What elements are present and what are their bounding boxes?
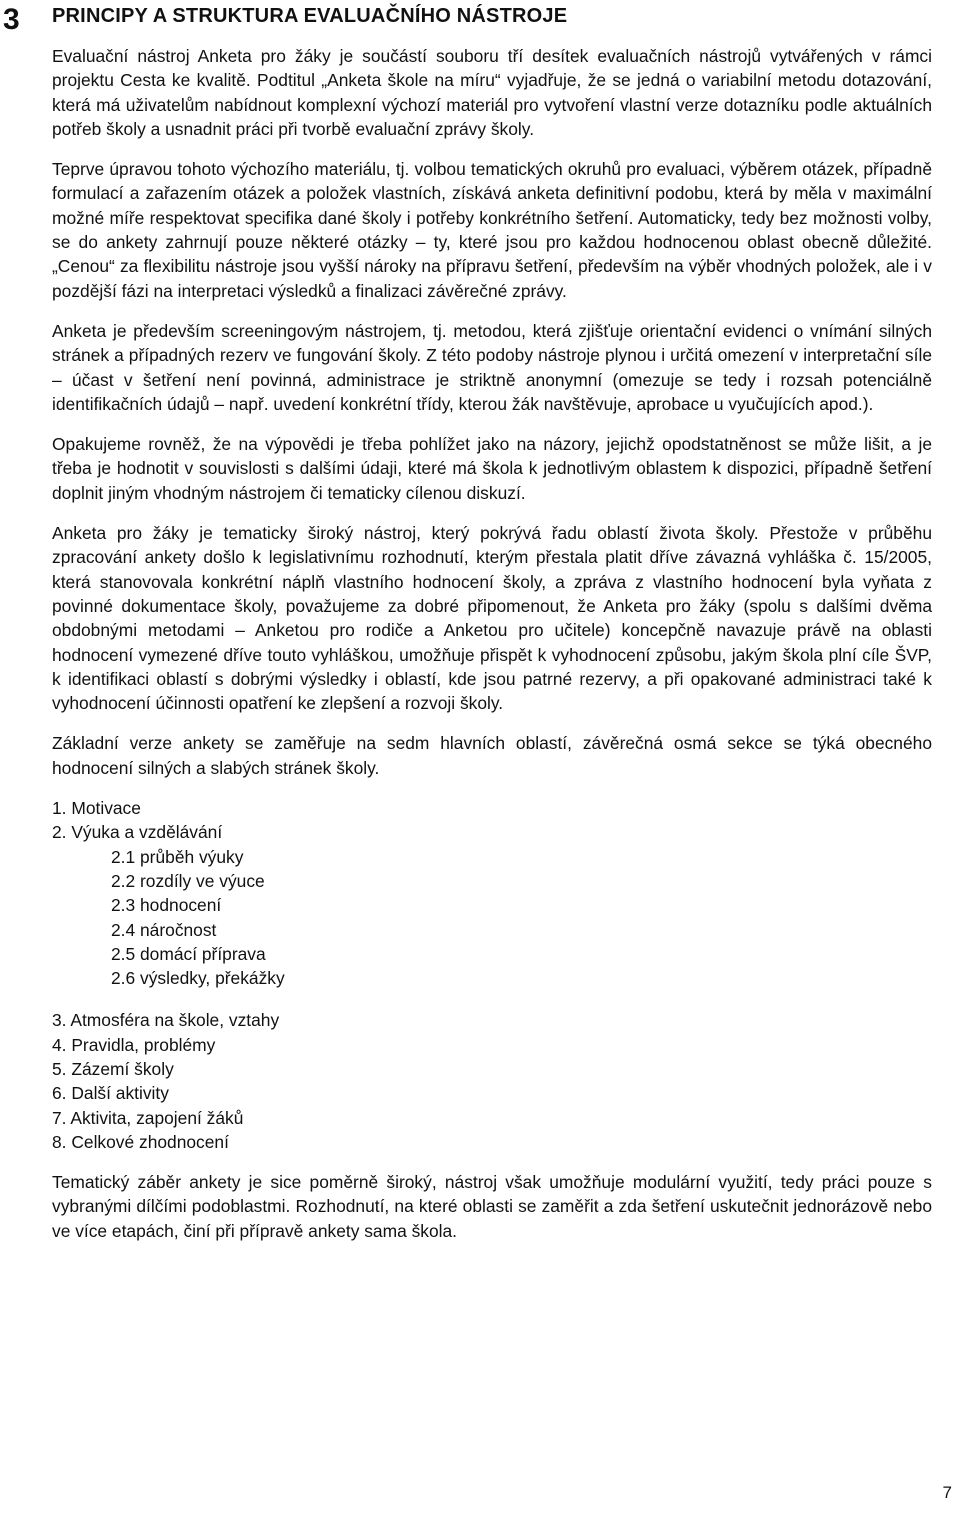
list-item: 4. Pravidla, problémy [52,1034,216,1055]
chapter-number: 3 [3,3,20,36]
sub-areas-list [52,845,932,991]
paragraph-intro: Evaluační nástroj Anketa pro žáky je součástí souboru tří desítek evaluačních nástrojů vytvářených v rámci projektu Cesta ke kvalitě. Podtitul „Anketa škole na míru“ vyjadřuje, že se jedná o variabilní metodu dotazování, která má uživatelům nabídnout komplexní výchozí materiál pro vytvoření vlastní verze dotazníku podle aktuálních potřeb školy a usnadnit práci při tvorbě evaluační zprávy školy. [52,46,932,139]
list-item-label: 2. Výuka a vzdělávání [52,822,223,843]
chapter-title: PRINCIPY A STRUKTURA EVALUAČNÍHO NÁSTROJE [52,5,568,27]
paragraph-opinions: Opakujeme rovněž, že na výpovědi je třeba pohlížet jako na názory, jejichž opodstatněnost se může lišit, a je třeba je hodnotit v souvislosti s dalšími údaji, které má škola k jednotlivým oblastem k dispozici, případně šetření doplnit jiným vhodným nástrojem či tematicky cílenou diskuzí. [52,434,932,503]
paragraph-screening: Anketa je především screeningovým nástrojem, tj. metodou, která zjišťuje orientační evidenci o vnímání silných stránek a případných rezerv ve fungování školy. Z této podoby nástroje plynou i určitá omezení v interpretační síle – účast v šetření není povinná, administrace je striktně anonymní (omezuje se tedy i rozsah potenciálně identifikačních údajů – např. uvedení konkrétní třídy, kterou žák navštěvuje, aprobace u vyučujících apod.). [52,320,932,414]
page-number: 7 [942,1483,952,1502]
sublist-item: 2.1 průběh výuky [111,846,244,867]
paragraph-modular: Tematický záběr ankety je sice poměrně široký, nástroj však umožňuje modulární využití, tedy práci pouze s vybranými dílčími podoblastmi. Rozhodnutí, na které oblasti se zaměřit a zda šetření uskutečnit jednorázově nebo ve více etapách, činí při přípravě ankety sama škola. [52,1172,932,1241]
document-body [52,44,932,1259]
paragraph-areas: Základní verze ankety se zaměřuje na sedm hlavních oblastí, závěrečná osmá sekce se týká obecného hodnocení silných a slabých stránek školy. [52,733,932,778]
paragraph-scope: Anketa pro žáky je tematicky široký nástroj, který pokrývá řadu oblastí života školy. Přestože v průběhu zpracování ankety došlo k legislativnímu rozhodnutí, kterým přestala platit dříve závazná vyhláška č. 15/2005, která stanovovala konkrétní náplň vlastního hodnocení školy, a zpráva z vlastního hodnocení byla vyňata z povinné dokumentace školy, považujeme za dobré připomenout, že Anketa pro žáky (spolu s dalšími dvěma obdobnými metodami – Anketou pro rodiče a Anketou pro učitele) koncepčně navazuje právě na oblasti hodnocení vymezené dříve touto vyhláškou, umožňuje přispět k vyhodnocení způsobu, jakým škola plní cíle ŠVP, k identifikaci oblastí s dobrými výsledky i oblastí, kde jsou patrné rezervy, a při opakované administraci také k vyhodnocení účinnosti opatření ke zlepšení a rozvoji školy. [52,523,932,714]
list-item: 1. Motivace [52,798,141,819]
sublist-item: 2.2 rozdíly ve výuce [111,870,265,891]
sublist-item: 2.6 výsledky, překážky [111,968,285,989]
list-item: 7. Aktivita, zapojení žáků [52,1107,244,1128]
list-item [52,820,932,990]
paragraph-adaptation: Teprve úpravou tohoto výchozího materiálu, tj. volbou tematických okruhů pro evaluaci, výběrem otázek, případně formulací a zařazením otázek a položek vlastních, získává anketa definitivní podobu, která by měla v maximální možné míře respektovat specifika dané školy i potřeby konkrétního šetření. Automaticky, tedy bez možnosti volby, se do ankety zahrnují pouze některé otázky – ty, které jsou pro každou hodnocenou oblast obecně důležité. „Cenou“ za flexibilitu nástroje jsou vyšší nároky na přípravu šetření, především na výběr vhodných položek, ale i v pozdější fázi na interpretaci výsledků a finalizaci závěrečné zprávy. [52,159,932,301]
sublist-item: 2.3 hodnocení [111,895,222,916]
list-item: 6. Další aktivity [52,1083,169,1104]
list-item: 8. Celkové zhodnocení [52,1131,229,1152]
sublist-item: 2.4 náročnost [111,919,217,940]
list-item: 5. Zázemí školy [52,1058,174,1079]
sublist-item: 2.5 domácí příprava [111,943,266,964]
list-item: 3. Atmosféra na škole, vztahy [52,1010,280,1031]
areas-list [52,796,932,1154]
